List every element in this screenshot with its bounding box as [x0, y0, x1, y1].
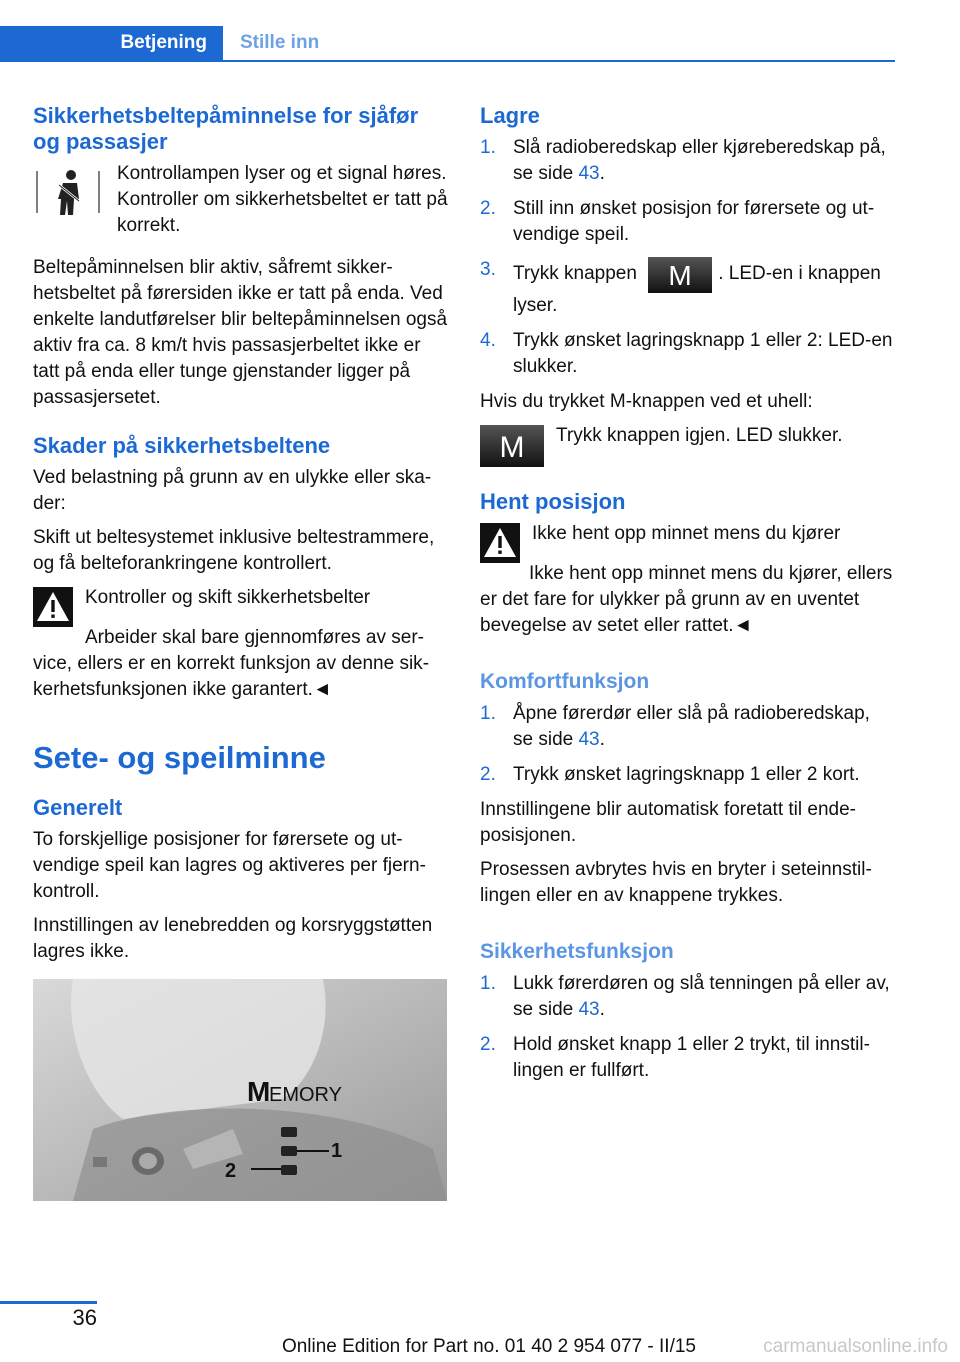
header-rule: [0, 60, 895, 62]
accident-text: Hvis du trykket M-knappen ved et uhell:: [480, 391, 813, 412]
seatbelt-warning-icon: [33, 165, 103, 219]
list-item: [480, 257, 895, 319]
edition-footer: Online Edition for Part no. 01 40 2 954 077 - II/15: [281, 1336, 696, 1357]
belt-warning-text: Arbeider skal bare gjennomføres av service, ellers er en korrekt funksjon av denne sikkerhetsfunksjonen ikke garantert.◄: [33, 627, 430, 700]
photo-memory-label: EMORY: [269, 1084, 342, 1106]
step-text: Slå radioberedskap eller kjøreberedskap på, se side: [513, 137, 886, 184]
svg-text:M: M: [668, 260, 692, 291]
step-text: Trykk ønsket lagringsknapp 1 eller 2 kort.: [513, 764, 860, 785]
heading-store: Lagre: [480, 103, 540, 128]
right-column: [480, 103, 895, 1093]
store-steps: [480, 135, 895, 380]
step-number: 1.: [480, 973, 496, 994]
step-number: 4.: [480, 330, 496, 351]
recall-warning-title: Ikke hent opp minnet mens du kjører: [532, 523, 841, 544]
heading-belt-reminder: Sikkerhetsbeltepåminnelse for sjåfør og passasjer: [33, 103, 419, 154]
step-number: 1.: [480, 137, 496, 158]
list-item: [480, 196, 895, 248]
page-ref-link[interactable]: 43: [578, 729, 600, 750]
header-tabs: [0, 26, 895, 62]
step-text-end: .: [599, 729, 605, 750]
damage-paragraph-1: Ved belastning på grunn av en ulykke eller skader:: [33, 467, 432, 514]
comfort-paragraph-2: Prosessen avbrytes hvis en bryter i seteinnstillingen eller en av knappene trykkes.: [480, 859, 872, 906]
page-number-rule: [0, 1301, 97, 1304]
page-number: 36: [72, 1305, 97, 1330]
m-button-row: [480, 423, 895, 467]
belt-paragraph: Beltepåminnelsen blir aktiv, såfremt sikkerhetsbeltet på førersiden ikke er tatt på enda. Ved enkelte landutførelser blir beltepåminnelsen også aktiv fra ca. 8 km/t hvis passasjerbeltet ikke er tatt på enda eller tunge gjenstander ligger på passasjersetet.: [33, 257, 448, 408]
step-text: Still inn ønsket posisjon for førersete og utvendige speil.: [513, 198, 875, 245]
page-ref-link[interactable]: 43: [578, 163, 600, 184]
recall-warning-text: Ikke hent opp minnet mens du kjører, ellers er det fare for ulykker på grunn av en uventet bevegelse av setet eller rattet.◄: [480, 563, 893, 636]
tab-betjening[interactable]: [0, 26, 223, 60]
heading-seat-mirror-memory: Sete- og speilminne: [33, 740, 326, 775]
step-number: 1.: [480, 703, 496, 724]
step-number: 2.: [480, 764, 496, 785]
step-text: Trykk knappen: [513, 263, 637, 284]
belt-warning-block: [33, 585, 448, 627]
list-item: [480, 135, 895, 187]
list-item: [480, 701, 895, 753]
heading-comfort: Komfortfunksjon: [480, 670, 650, 693]
heading-recall: Hent posisjon: [480, 489, 626, 514]
step-text-end: . LED-en i knappen lyser.: [513, 263, 881, 316]
tab-stille-inn[interactable]: Stille inn: [240, 32, 320, 53]
step-text: Hold ønsket knapp 1 eller 2 trykt, til innstillingen er fullført.: [513, 1034, 870, 1081]
list-item: [480, 328, 895, 380]
m-button-icon: [480, 425, 544, 467]
step-number: 3.: [480, 259, 496, 280]
general-paragraph-2: Innstillingen av lenebredden og korsryggstøtten lagres ikke.: [33, 915, 433, 962]
warning-triangle-icon: [480, 523, 520, 563]
recall-warning-block: [480, 521, 895, 563]
step-number: 2.: [480, 198, 496, 219]
safety-steps: [480, 971, 895, 1084]
general-paragraph-1: To forskjellige posisjoner for førersete og utvendige speil kan lagres og aktiveres per fjernkontroll.: [33, 829, 426, 902]
belt-indicator-row: [33, 161, 448, 247]
belt-warning-title: Kontroller og skift sikkerhetsbelter: [85, 587, 371, 608]
step-number: 2.: [480, 1034, 496, 1055]
step-text-end: .: [599, 163, 605, 184]
damage-paragraph-2: Skift ut beltesystemet inklusive beltestrammere, og få belteforankringene kontrollert.: [33, 527, 435, 574]
step-text: Åpne førerdør eller slå på radioberedskap, se side: [513, 703, 870, 750]
memory-buttons-photo: [33, 979, 447, 1201]
list-item: [480, 971, 895, 1023]
comfort-steps: [480, 701, 895, 788]
step-text: Trykk ønsket lagringsknapp 1 eller 2: LED-en slukker.: [513, 330, 893, 377]
step-text: Lukk førerdøren og slå tenningen på eller av, se side: [513, 973, 890, 1020]
heading-general: Generelt: [33, 795, 123, 820]
m-button-icon: [648, 257, 712, 293]
list-item: [480, 762, 895, 788]
heading-safety: Sikkerhetsfunksjon: [480, 940, 674, 963]
page-ref-link[interactable]: 43: [578, 999, 600, 1020]
heading-belt-damage: Skader på sikkerhetsbeltene: [33, 433, 331, 458]
list-item: [480, 1032, 895, 1084]
svg-text:M: M: [499, 431, 525, 464]
photo-memory-m: M: [247, 1076, 271, 1107]
tab-betjening-label: Betjening: [120, 32, 207, 53]
m-button-text: Trykk knappen igjen. LED slukker.: [556, 425, 843, 446]
photo-callout-2: 2: [225, 1160, 237, 1182]
watermark-text: carmanualsonline.info: [763, 1336, 948, 1357]
comfort-paragraph-1: Innstillingene blir automatisk foretatt til endeposisjonen.: [480, 799, 856, 846]
belt-indicator-text: Kontrollampen lyser og et signal høres. Kontroller om sikkerhetsbeltet er tatt på korrekt.: [117, 163, 448, 236]
step-text-end: .: [599, 999, 605, 1020]
left-column: [33, 103, 448, 1201]
photo-callout-1: 1: [331, 1140, 343, 1162]
warning-triangle-icon: [33, 587, 73, 627]
